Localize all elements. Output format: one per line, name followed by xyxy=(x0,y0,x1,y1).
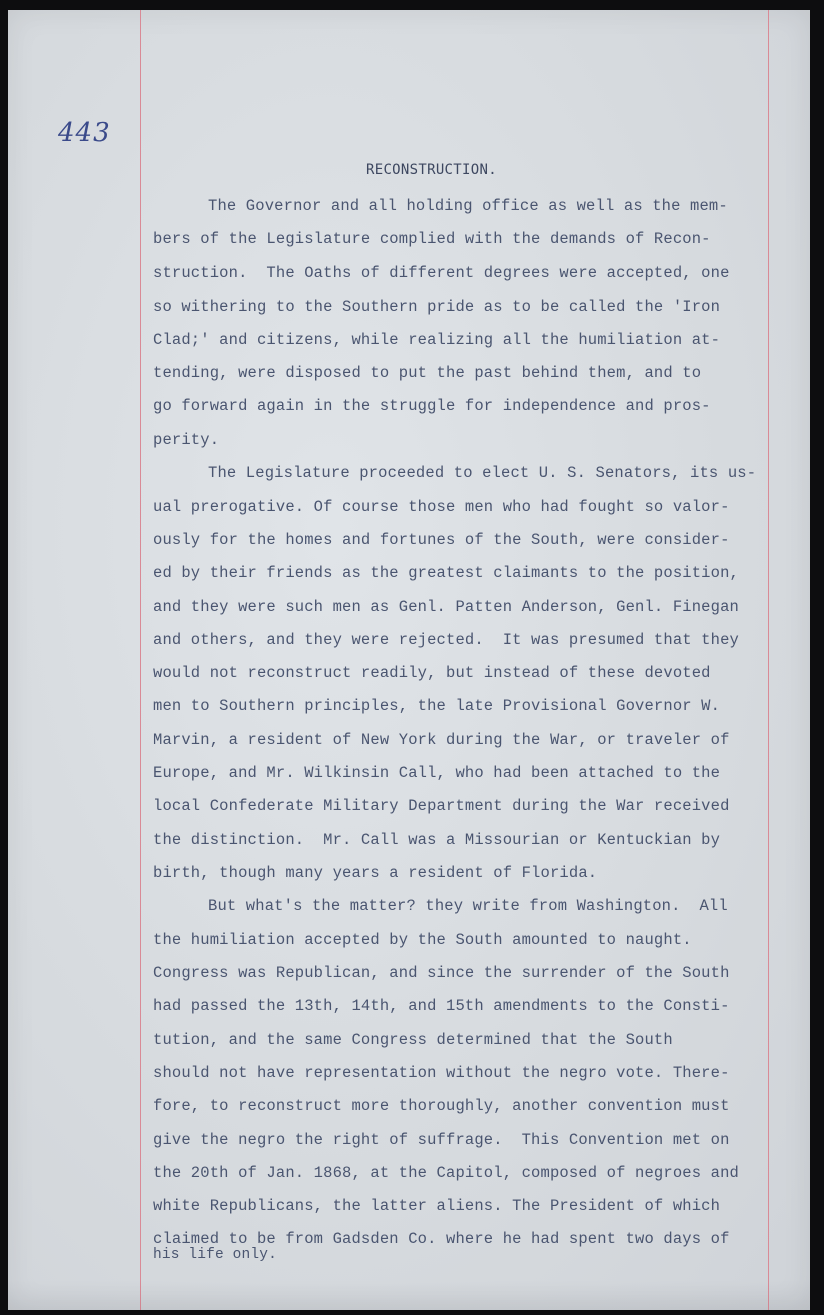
text-line: struction. The Oaths of different degrees were accepted, one xyxy=(153,264,730,282)
text-line: Europe, and Mr. Wilkinsin Call, who had been attached to the xyxy=(153,764,721,782)
text-line: Marvin, a resident of New York during the War, or traveler of xyxy=(153,731,730,749)
right-margin-line xyxy=(768,10,769,1310)
text-line: would not reconstruct readily, but instead of these devoted xyxy=(153,664,711,682)
text-line: and they were such men as Genl. Patten Anderson, Genl. Finegan xyxy=(153,598,739,616)
text-line: Clad;' and citizens, while realizing all the humiliation at- xyxy=(153,331,721,349)
text-line: give the negro the right of suffrage. This Convention met on xyxy=(153,1131,730,1149)
text-line: the 20th of Jan. 1868, at the Capitol, composed of negroes and xyxy=(153,1164,739,1182)
text-line: men to Southern principles, the late Provisional Governor W. xyxy=(153,697,721,715)
document-page xyxy=(8,10,810,1310)
text-line: ual prerogative. Of course those men who had fought so valor- xyxy=(153,498,730,516)
text-line: birth, though many years a resident of Florida. xyxy=(153,864,598,882)
text-line: fore, to reconstruct more thoroughly, another convention must xyxy=(153,1097,730,1115)
text-line: local Confederate Military Department during the War received xyxy=(153,797,730,815)
left-margin-line xyxy=(140,10,141,1310)
text-line: the distinction. Mr. Call was a Missourian or Kentuckian by xyxy=(153,831,721,849)
text-line: his life only. xyxy=(153,1247,277,1263)
page-number: 443 xyxy=(58,118,111,148)
text-line: Congress was Republican, and since the surrender of the South xyxy=(153,964,730,982)
text-line: white Republicans, the latter aliens. The President of which xyxy=(153,1197,721,1215)
text-line: had passed the 13th, 14th, and 15th amendments to the Consti- xyxy=(153,997,730,1015)
text-line: tution, and the same Congress determined that the South xyxy=(153,1031,673,1049)
text-line: But what's the matter? they write from Washington. All xyxy=(208,897,728,915)
page-bottom-edge xyxy=(8,1280,810,1310)
text-line: The Legislature proceeded to elect U. S. Senators, its us- xyxy=(208,464,757,482)
text-line: tending, were disposed to put the past behind them, and to xyxy=(153,364,702,382)
text-line: The Governor and all holding office as well as the mem- xyxy=(208,197,728,215)
text-line: go forward again in the struggle for independence and pros- xyxy=(153,397,711,415)
page-title: RECONSTRUCTION. xyxy=(366,162,497,178)
text-line: the humiliation accepted by the South amounted to naught. xyxy=(153,931,692,949)
text-line: should not have representation without the negro vote. There- xyxy=(153,1064,730,1082)
text-line: and others, and they were rejected. It was presumed that they xyxy=(153,631,739,649)
text-line: so withering to the Southern pride as to be called the 'Iron xyxy=(153,298,721,316)
text-line: claimed to be from Gadsden Co. where he had spent two days of xyxy=(153,1230,730,1248)
text-line: ously for the homes and fortunes of the South, were consider- xyxy=(153,531,730,549)
text-line: perity. xyxy=(153,431,220,449)
text-line: bers of the Legislature complied with the demands of Recon- xyxy=(153,230,711,248)
text-line: ed by their friends as the greatest claimants to the position, xyxy=(153,564,739,582)
